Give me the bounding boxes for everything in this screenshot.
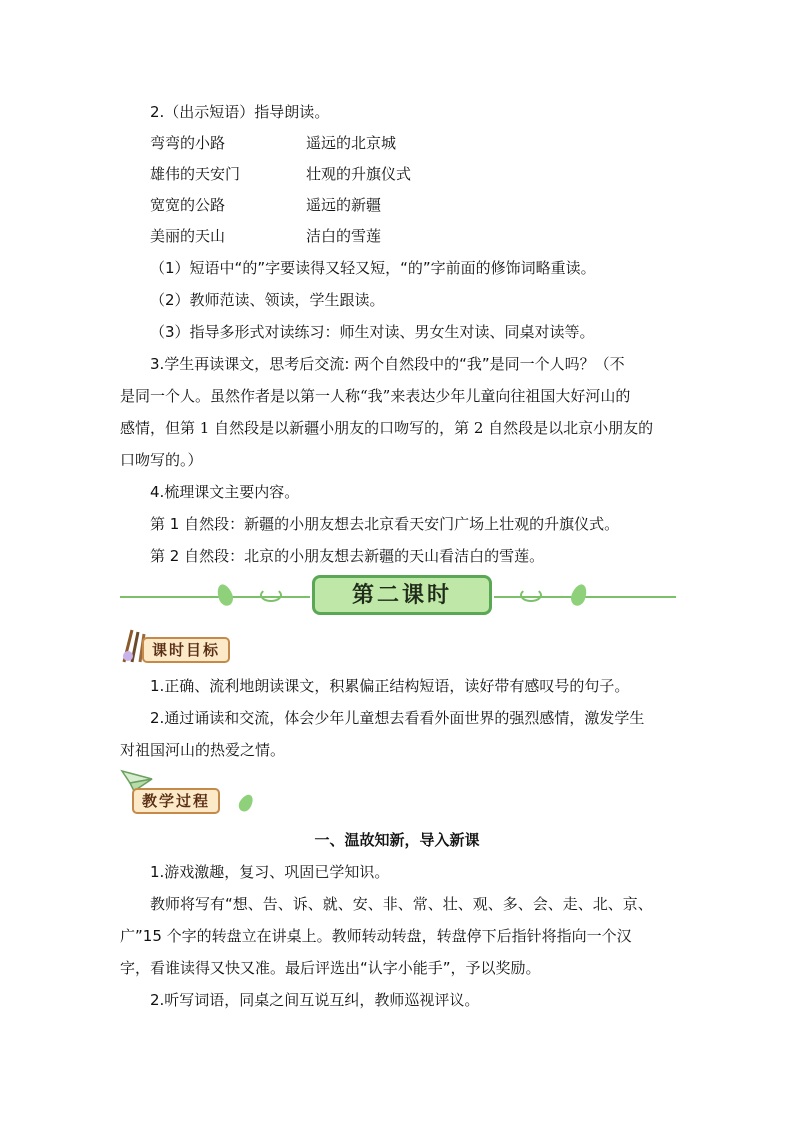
sub-step-2: （2）教师范读、领读，学生跟读。: [150, 291, 385, 309]
phrase-row: 宽宽的公路: [150, 196, 226, 214]
goal-1: 1.正确、流利地朗读课文，积累偏正结构短语，读好带有感叹号的句子。: [150, 677, 630, 695]
lesson-banner: 第二课时: [312, 575, 492, 615]
paragraph-1-summary: 第 1 自然段：新疆的小朋友想去北京看天安门广场上壮观的升旗仪式。: [150, 515, 620, 533]
step-3-line: 3.学生再读课文，思考后交流: 两个自然段中的“我”是同一个人吗？（不: [150, 355, 625, 373]
phrase-row: 洁白的雪莲: [306, 227, 382, 245]
leaf-icon: [569, 582, 590, 607]
phrase-row: 美丽的天山: [150, 227, 226, 245]
phrase-row: 弯弯的小路: [150, 134, 226, 152]
sub-step-1: （1）短语中“的”字要读得又轻又短，“的”字前面的修饰词略重读。: [150, 259, 596, 277]
step-2-line: 2.（出示短语）指导朗读。: [150, 103, 330, 121]
lesson-goals-tag: 课时目标: [142, 637, 230, 663]
game-description: 广”15 个字的转盘立在讲桌上。教师转动转盘，转盘停下后指针将指向一个汉: [120, 927, 632, 945]
step-3-line: 感情，但第 1 自然段是以新疆小朋友的口吻写的，第 2 自然段是以北京小朋友的: [120, 419, 654, 437]
game-description: 字，看谁读得又快又准。最后评选出“认字小能手”，予以奖励。: [120, 959, 541, 977]
goal-2: 对祖国河山的热爱之情。: [120, 741, 286, 759]
teaching-process-tag: 教学过程: [132, 788, 220, 814]
phrase-row: 遥远的新疆: [306, 196, 382, 214]
step-3-line: 是同一个人。虽然作者是以第一人称“我”来表达少年儿童向往祖国大好河山的: [120, 387, 631, 405]
sub-step-3: （3）指导多形式对读练习：师生对读、男女生对读、同桌对读等。: [150, 323, 595, 341]
step-1-line: 1.游戏激趣，复习、巩固已学知识。: [150, 863, 390, 881]
step-4-line: 4.梳理课文主要内容。: [150, 483, 300, 501]
paragraph-2-summary: 第 2 自然段：北京的小朋友想去新疆的天山看洁白的雪莲。: [150, 547, 545, 565]
leaf-icon: [236, 792, 255, 814]
phrase-row: 壮观的升旗仪式: [306, 165, 412, 183]
section-heading: 一、温故知新，导入新课: [314, 831, 480, 849]
step-3-line: 口吻写的。）: [120, 451, 203, 469]
swirl-icon: [260, 588, 282, 602]
game-description: 教师将写有“想、告、诉、就、安、非、常、壮、观、多、会、走、北、京、: [150, 895, 653, 913]
goal-2: 2.通过诵读和交流，体会少年儿童想去看看外面世界的强烈感情，激发学生: [150, 709, 645, 727]
step-2-dictation: 2.听写词语，同桌之间互说互纠，教师巡视评议。: [150, 991, 480, 1009]
swirl-icon: [520, 588, 542, 602]
leaf-icon: [215, 582, 236, 607]
phrase-row: 遥远的北京城: [306, 134, 397, 152]
phrase-row: 雄伟的天安门: [150, 165, 241, 183]
